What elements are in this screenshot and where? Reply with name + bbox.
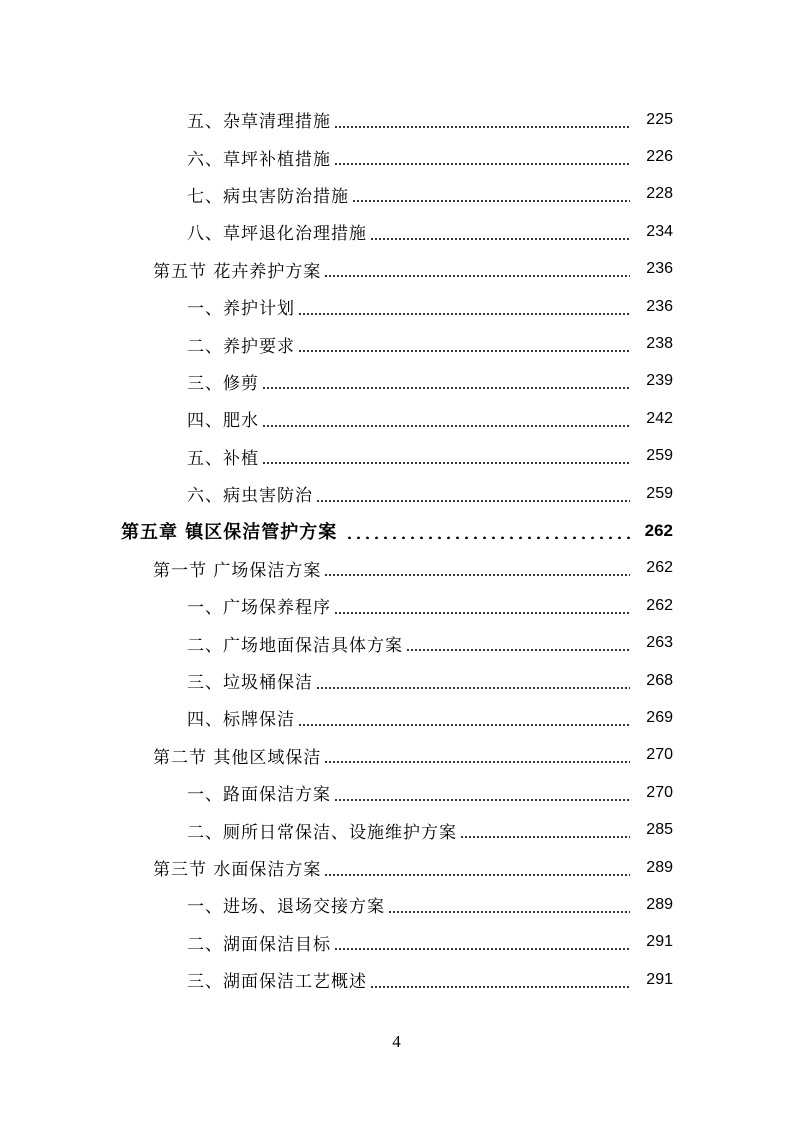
dot-leader bbox=[352, 186, 630, 202]
toc-entry-title: 六、病虫害防治 bbox=[187, 486, 313, 507]
toc-entry-page: 270 bbox=[646, 746, 673, 764]
toc-entry-page: 262 bbox=[646, 596, 673, 614]
toc-entry[interactable] bbox=[0, 251, 793, 288]
toc-entry-title: 第五章 镇区保洁管护方案 bbox=[121, 521, 338, 543]
toc-entry-title: 三、湖面保洁工艺概述 bbox=[187, 972, 367, 993]
toc-entry-title: 一、进场、退场交接方案 bbox=[187, 897, 385, 918]
toc-entry[interactable] bbox=[0, 176, 793, 213]
dot-leader bbox=[324, 860, 630, 876]
toc-entry-title: 第三节 水面保洁方案 bbox=[153, 860, 322, 880]
toc-entry-page: 236 bbox=[646, 260, 673, 278]
dot-leader bbox=[324, 261, 630, 277]
toc-entry-title: 第二节 其他区域保洁 bbox=[153, 747, 322, 768]
toc-entry[interactable] bbox=[0, 213, 793, 250]
toc-entry-page: 262 bbox=[646, 559, 673, 577]
toc-entry[interactable] bbox=[0, 961, 793, 998]
dot-leader bbox=[370, 224, 630, 240]
toc-entry-title: 四、肥水 bbox=[187, 411, 259, 432]
toc-entry-title: 第一节 广场保洁方案 bbox=[153, 560, 322, 581]
toc-entry-page: 291 bbox=[646, 970, 673, 988]
toc-entry-title: 三、垃圾桶保洁 bbox=[187, 673, 313, 694]
toc-entry[interactable] bbox=[0, 662, 793, 699]
dot-leader bbox=[298, 710, 630, 726]
dot-leader bbox=[334, 112, 630, 128]
toc-entry[interactable] bbox=[0, 325, 793, 362]
dot-leader bbox=[262, 448, 630, 464]
toc-entry-title: 三、修剪 bbox=[187, 373, 259, 394]
toc-entry[interactable] bbox=[0, 400, 793, 437]
page-number: 4 bbox=[392, 1032, 401, 1051]
toc-entry[interactable] bbox=[0, 886, 793, 923]
table-of-contents bbox=[0, 101, 793, 998]
toc-entry-page: 239 bbox=[646, 372, 673, 390]
toc-entry-title: 一、路面保洁方案 bbox=[187, 785, 331, 806]
toc-entry-page: 234 bbox=[646, 222, 673, 240]
toc-entry-page: 259 bbox=[646, 484, 673, 502]
toc-entry-title: 四、标牌保洁 bbox=[187, 710, 295, 731]
toc-entry-title: 一、养护计划 bbox=[187, 299, 295, 320]
toc-entry-title: 五、补植 bbox=[187, 448, 259, 469]
toc-entry-title: 六、草坪补植措施 bbox=[187, 149, 331, 170]
toc-entry-title: 二、养护要求 bbox=[187, 336, 295, 357]
toc-entry[interactable] bbox=[0, 811, 793, 848]
toc-entry-title: 七、病虫害防治措施 bbox=[187, 186, 349, 207]
toc-entry[interactable] bbox=[0, 699, 793, 736]
dot-leader bbox=[324, 747, 630, 763]
toc-entry-title: 一、广场保养程序 bbox=[187, 598, 331, 619]
dot-leader bbox=[324, 560, 630, 576]
toc-entry-page: 263 bbox=[646, 634, 673, 652]
toc-entry-title: 八、草坪退化治理措施 bbox=[187, 224, 367, 245]
toc-entry[interactable] bbox=[0, 924, 793, 961]
toc-entry[interactable] bbox=[0, 849, 793, 886]
dot-leader bbox=[262, 411, 630, 427]
toc-entry-title: 第五节 花卉养护方案 bbox=[153, 261, 322, 282]
dot-leader bbox=[262, 373, 630, 389]
toc-entry-page: 268 bbox=[646, 671, 673, 689]
toc-entry-page: 289 bbox=[646, 895, 673, 913]
toc-entry-page: 270 bbox=[646, 783, 673, 801]
toc-entry[interactable] bbox=[0, 138, 793, 175]
toc-entry-page: 285 bbox=[646, 821, 673, 839]
toc-entry-page: 236 bbox=[646, 297, 673, 315]
dot-leader bbox=[388, 897, 630, 913]
dot-leader bbox=[334, 785, 630, 801]
toc-entry-page: 289 bbox=[646, 858, 673, 876]
toc-entry-title: 二、湖面保洁目标 bbox=[187, 934, 331, 955]
toc-entry-page: 242 bbox=[646, 409, 673, 427]
toc-entry-title: 五、杂草清理措施 bbox=[187, 112, 331, 133]
toc-entry[interactable] bbox=[0, 587, 793, 624]
dot-leader bbox=[298, 336, 630, 352]
dot-leader bbox=[316, 486, 630, 502]
dot-leader bbox=[460, 822, 630, 838]
toc-entry[interactable] bbox=[0, 475, 793, 512]
toc-entry-page: 259 bbox=[646, 447, 673, 465]
toc-entry-page: 262 bbox=[644, 520, 673, 540]
toc-entry[interactable] bbox=[0, 363, 793, 400]
toc-entry-page: 291 bbox=[646, 933, 673, 951]
toc-entry-page: 228 bbox=[646, 185, 673, 203]
toc-entry[interactable] bbox=[0, 550, 793, 587]
toc-entry-page: 238 bbox=[646, 335, 673, 353]
dot-leader bbox=[370, 972, 630, 988]
toc-entry[interactable] bbox=[0, 512, 793, 549]
toc-entry[interactable] bbox=[0, 288, 793, 325]
toc-entry-title: 二、广场地面保洁具体方案 bbox=[187, 635, 403, 656]
toc-entry[interactable] bbox=[0, 101, 793, 138]
dot-leader bbox=[406, 635, 630, 651]
dot-leader bbox=[334, 934, 630, 950]
toc-entry[interactable] bbox=[0, 774, 793, 811]
dot-leader bbox=[334, 149, 630, 165]
toc-entry[interactable] bbox=[0, 624, 793, 661]
toc-entry-title: 二、厕所日常保洁、设施维护方案 bbox=[187, 822, 457, 843]
toc-entry-page: 269 bbox=[646, 708, 673, 726]
toc-entry[interactable] bbox=[0, 737, 793, 774]
dot-leader bbox=[316, 673, 630, 689]
toc-entry-page: 226 bbox=[646, 148, 673, 166]
dot-leader bbox=[334, 598, 630, 614]
toc-entry[interactable] bbox=[0, 438, 793, 475]
toc-entry-page: 225 bbox=[646, 110, 673, 128]
dot-leader bbox=[345, 523, 630, 539]
dot-leader bbox=[298, 299, 630, 315]
